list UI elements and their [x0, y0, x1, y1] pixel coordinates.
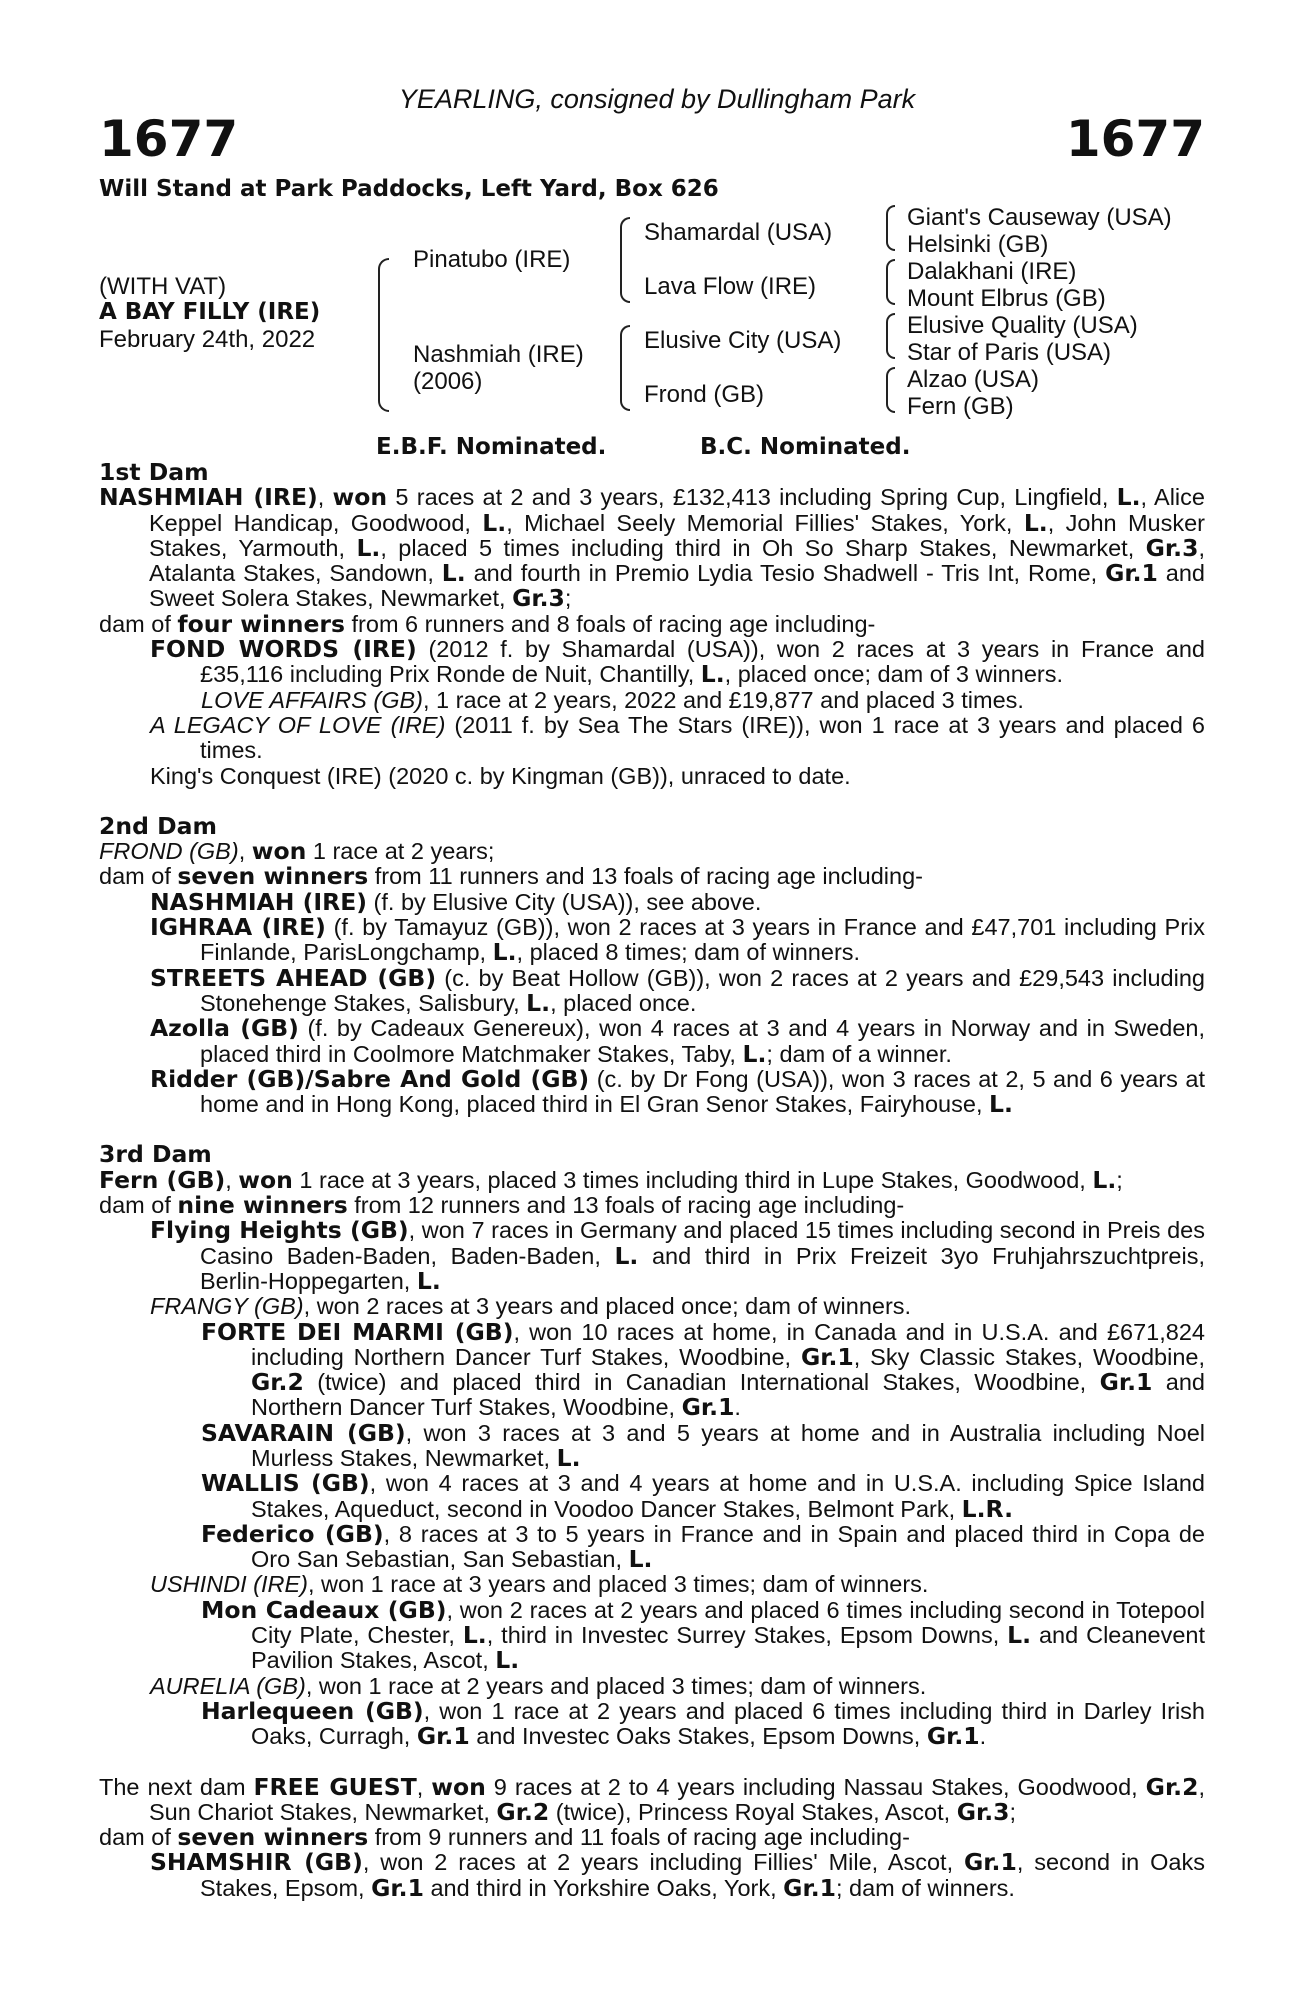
grandsire-7: Alzao (USA) — [907, 366, 1040, 393]
first-dam-record: NASHMIAH (IRE), won 5 races at 2 and 3 years, £132,413 including Spring Cup, Lingfield, L., Alice Keppel Handicap, Goodwood, L., Michael Seely Memorial Fillies' Stakes, York, L., John Musker Stakes, Yarmouth, L., placed 5 times including third in Oh So Sharp Stakes, Newmarket, Gr.3, Atalanta Stakes, Sandown, L. and fourth in Premio Lydia Tesio Shadwell - Tris Int, Rome, Gr.1 and Sweet Solera Stakes, Newmarket, Gr.3; — [99, 483, 1205, 613]
lot-number-right: 1677 — [1065, 110, 1205, 168]
produce-shamshir: SHAMSHIR (GB), won 2 races at 2 years including Fillies' Mile, Ascot, Gr.1, second in Oaks Stakes, Epsom, Gr.1 and third in Yorkshire Oaks, York, Gr.1; dam of winners. — [150, 1848, 1205, 1902]
sire-dam: Lava Flow (IRE) — [644, 273, 817, 300]
granddam-2: Helsinki (GB) — [907, 231, 1049, 258]
grandsire-5: Elusive Quality (USA) — [907, 312, 1138, 339]
granddam-8: Fern (GB) — [907, 393, 1014, 420]
next-dam-name: FREE GUEST — [253, 1772, 417, 1801]
dam-sire: Elusive City (USA) — [644, 327, 842, 354]
catalogue-body — [99, 460, 1205, 1901]
produce-streets-ahead: STREETS AHEAD (GB) (c. by Beat Hollow (GB)), won 2 races at 2 years and £29,543 including Stonehenge Stakes, Salisbury, L., placed once. — [150, 963, 1205, 1017]
produce-flying-heights: Flying Heights (GB), won 7 races in Germany and placed 15 times including second in Preis des Casino Baden-Baden, Baden-Baden, L. and third in Prix Freizeit 3yo Fruhjahrszuchtpreis, Berlin-Hoppegarten, L. — [150, 1216, 1205, 1295]
produce-kings-conquest: King's Conquest (IRE) (2020 c. by Kingman (GB)), unraced to date. — [150, 762, 851, 789]
second-dam-name: FROND (GB) — [99, 838, 239, 865]
ebf-nomination: E.B.F. Nominated. — [376, 434, 607, 460]
pedigree-brace-g3 — [886, 313, 895, 359]
pedigree-brace-main — [378, 258, 389, 412]
produce-federico: Federico (GB), 8 races at 3 to 5 years in France and in Spain and placed third in Copa de Oro San Sebastian, San Sebastian, L. — [201, 1519, 1206, 1574]
sire-name: Pinatubo (IRE) — [413, 246, 571, 273]
pedigree-brace-g2 — [886, 259, 895, 305]
dam-year: (2006) — [413, 368, 483, 395]
first-dam-name: NASHMIAH (IRE) — [99, 483, 318, 512]
produce-azolla: Azolla (GB) (f. by Cadeaux Genereux), won 4 races at 3 and 4 years in Norway and in Sweden, placed third in Coolmore Matchmaker Stakes, Taby, L.; dam of a winner. — [150, 1014, 1205, 1068]
horse-name: A BAY FILLY (IRE) — [99, 299, 321, 325]
produce-forte-dei-marmi: FORTE DEI MARMI (GB), won 10 races at home, in Canada and in U.S.A. and £671,824 including Northern Dancer Turf Stakes, Woodbine, Gr.1, Sky Classic Stakes, Woodbine, Gr.2 (twice) and placed third in Canadian International Stakes, Woodbine, Gr.1 and Northern Dancer Turf Stakes, Woodbine, Gr.1. — [201, 1317, 1205, 1422]
grandsire-1: Giant's Causeway (USA) — [907, 204, 1172, 231]
sire-sire: Shamardal (USA) — [644, 219, 833, 246]
produce-ighraa: IGHRAA (IRE) (f. by Tamayuz (GB)), won 2 races at 3 years in France and £47,701 including Prix Finlande, ParisLongchamp, L., placed 8 times; dam of winners. — [150, 913, 1205, 967]
produce-love-affairs: LOVE AFFAIRS (GB), 1 race at 2 years, 2022 and £19,877 and placed 3 times. — [201, 686, 1024, 713]
produce-ridder: Ridder (GB)/Sabre And Gold (GB) (c. by Dr Fong (USA)), won 3 races at 2, 5 and 6 years at home and in Hong Kong, placed third in El Gran Senor Stakes, Fairyhouse, L. — [150, 1064, 1205, 1119]
second-dam-produce-summary: dam of seven winners from 11 runners and 13 foals of racing age including- — [99, 862, 923, 891]
third-dam-heading: 3rd Dam — [99, 1140, 212, 1169]
produce-a-legacy-of-love: A LEGACY OF LOVE (IRE) (2011 f. by Sea The Stars (IRE)), won 1 race at 3 years and placed 6 times. — [150, 711, 1205, 764]
consignment-line: YEARLING, consigned by Dullingham Park — [398, 84, 916, 114]
pedigree-brace-g1 — [886, 205, 895, 251]
first-dam-produce-summary: dam of four winners from 6 runners and 8 foals of racing age including- — [99, 609, 876, 638]
produce-harlequeen: Harlequeen (GB), won 1 race at 2 years and placed 6 times including third in Darley Irish Oaks, Curragh, Gr.1 and Investec Oaks Stakes, Epsom Downs, Gr.1. — [201, 1696, 1205, 1751]
dam-dam: Frond (GB) — [644, 381, 765, 408]
next-dam-produce-summary: dam of seven winners from 9 runners and 11 foals of racing age including- — [99, 1823, 910, 1852]
dam-name: Nashmiah (IRE) — [413, 341, 584, 368]
produce-fond-words: FOND WORDS (IRE) (2012 f. by Shamardal (USA)), won 2 races at 3 years in France and £35,116 including Prix Ronde de Nuit, Chantilly, L., placed once; dam of 3 winners. — [150, 635, 1205, 689]
first-dam-heading: 1st Dam — [99, 458, 209, 486]
third-dam-name: Fern (GB) — [99, 1165, 226, 1194]
vat-note: (WITH VAT) — [99, 273, 227, 300]
produce-frangy: FRANGY (GB), won 2 races at 3 years and placed once; dam of winners. — [150, 1293, 912, 1320]
granddam-4: Mount Elbrus (GB) — [907, 285, 1106, 312]
pedigree-brace-dam — [620, 325, 630, 411]
produce-ushindi: USHINDI (IRE), won 1 race at 3 years and placed 3 times; dam of winners. — [150, 1571, 929, 1598]
next-dam-record: The next dam FREE GUEST, won 9 races at 2 to 4 years including Nassau Stakes, Goodwood, Gr.2, Sun Chariot Stakes, Newmarket, Gr.2 (twice), Princess Royal Stakes, Ascot, Gr.3; — [99, 1772, 1205, 1826]
second-dam-heading: 2nd Dam — [99, 811, 217, 840]
pedigree-brace-sire — [620, 217, 630, 303]
foaling-date: February 24th, 2022 — [99, 326, 316, 353]
produce-mon-cadeaux: Mon Cadeaux (GB), won 2 races at 2 years and placed 6 times including second in Totepool City Plate, Chester, L., third in Investec Surrey Stakes, Epsom Downs, L. and Cleanevent Pavilion Stakes, Ascot, L. — [201, 1595, 1206, 1675]
third-dam-record: Fern (GB), won 1 race at 3 years, placed 3 times including third in Lupe Stakes, Goodwood, L.; — [99, 1165, 1123, 1194]
second-dam-record: FROND (GB), won 1 race at 2 years; — [99, 837, 495, 866]
produce-nashmiah: NASHMIAH (IRE) (f. by Elusive City (USA)), see above. — [150, 887, 762, 916]
pedigree-brace-g4 — [886, 367, 895, 413]
stand-location: Will Stand at Park Paddocks, Left Yard, Box 626 — [99, 176, 719, 202]
produce-wallis: WALLIS (GB), won 4 races at 3 and 4 years at home and in U.S.A. including Spice Island Stakes, Aqueduct, second in Voodoo Dancer Stakes, Belmont Park, L.R. — [201, 1469, 1205, 1523]
produce-aurelia: AURELIA (GB), won 1 race at 2 years and placed 3 times; dam of winners. — [150, 1672, 927, 1699]
grandsire-3: Dalakhani (IRE) — [907, 258, 1077, 285]
lot-number-left: 1677 — [99, 110, 239, 168]
bc-nomination: B.C. Nominated. — [700, 434, 911, 460]
granddam-6: Star of Paris (USA) — [907, 339, 1112, 366]
produce-savarain: SAVARAIN (GB), won 3 races at 3 and 5 years at home and in Australia including Noel Murless Stakes, Newmarket, L. — [201, 1418, 1205, 1472]
third-dam-produce-summary: dam of nine winners from 12 runners and 13 foals of racing age including- — [99, 1191, 905, 1220]
